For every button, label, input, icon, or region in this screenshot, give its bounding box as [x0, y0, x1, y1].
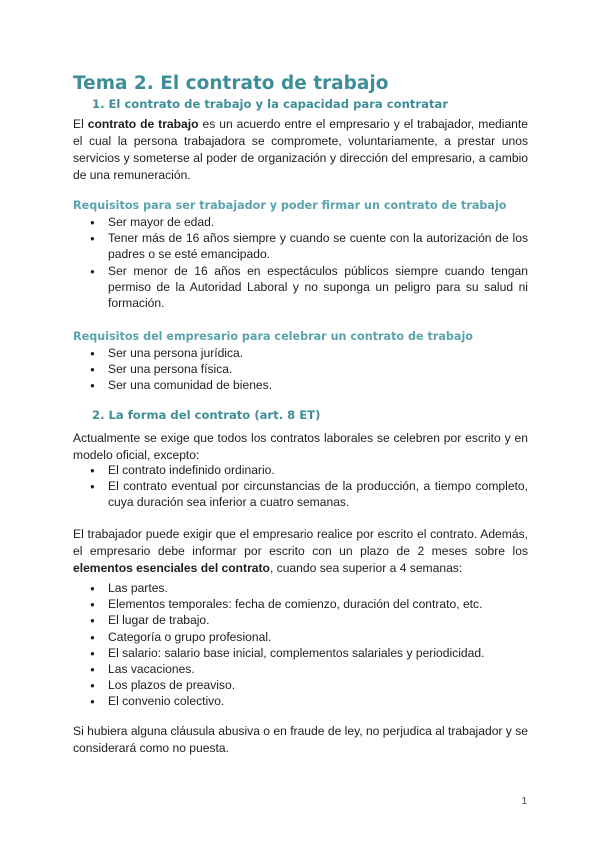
- section-2-paragraph: El trabajador puede exigir que el empresario realice por escrito el contrato. Además, el empresario debe informar por escrito con un plazo de 2 meses sobre los elementos esenciales del contrato, cuando sea superior a 4 semanas:: [73, 527, 528, 575]
- bullet-icon: ●: [90, 381, 95, 391]
- list-item: ● Ser menor de 16 años en espectáculos públicos siempre cuando tengan permiso de la Autoridad Laboral y no suponga un peligro para su salud ni formación.: [90, 263, 528, 311]
- list-item: ● Los plazos de preaviso.: [73, 677, 528, 693]
- list-item: ● Ser una persona jurídica.: [73, 345, 528, 361]
- bullet-icon: ●: [90, 648, 95, 658]
- page-title: Tema 2. El contrato de trabajo: [73, 73, 389, 94]
- intro-bold-term: contrato de trabajo: [87, 117, 199, 131]
- bullet-icon: ●: [90, 466, 95, 475]
- bullet-icon: ●: [90, 697, 95, 707]
- bullet-icon: ●: [90, 632, 95, 642]
- req-worker-list: [73, 214, 528, 311]
- list-item: ● El salario: salario base inicial, complementos salariales y periodicidad.: [73, 645, 528, 661]
- req-employer-heading: Requisitos del empresario para celebrar un contrato de trabajo: [73, 330, 473, 343]
- list-item: ● Categoría o grupo profesional.: [73, 629, 528, 645]
- elements-list: [73, 580, 528, 710]
- list-item: ● El contrato eventual por circunstancias de la producción, a tiempo completo, cuya duración sea inferior a cuatro semanas.: [90, 479, 528, 510]
- bullet-icon: ●: [90, 234, 95, 244]
- intro-text-pre: El: [73, 117, 88, 131]
- bullet-icon: ●: [90, 482, 95, 492]
- section-1-intro: [73, 116, 528, 184]
- list-item: ● El lugar de trabajo.: [73, 612, 528, 628]
- req-worker-heading: Requisitos para ser trabajador y poder firmar un contrato de trabajo: [73, 199, 507, 212]
- closing-paragraph: Si hubiera alguna cláusula abusiva o en fraude de ley, no perjudica al trabajador y se considerará como no puesta.: [73, 724, 528, 755]
- bullet-icon: ●: [90, 600, 95, 610]
- intro-text-post: es un acuerdo entre el empresario y el trabajador, mediante el cual la persona trabajadora se compromete, voluntariamente, a prestar unos servicios y someterse al poder de organización y dirección del empresario, a cambio de una remuneración.: [73, 117, 528, 182]
- bullet-icon: ●: [90, 349, 95, 358]
- req-employer-list: [73, 345, 528, 394]
- bullet-icon: ●: [90, 681, 95, 691]
- bullet-icon: ●: [90, 266, 95, 276]
- list-item: ● Las vacaciones.: [73, 661, 528, 677]
- bullet-icon: ●: [90, 616, 95, 626]
- bullet-icon: ●: [90, 665, 95, 675]
- list-item: ● El convenio colectivo.: [73, 693, 528, 709]
- page-number: 1: [521, 796, 527, 807]
- list-item: ● Ser una comunidad de bienes.: [73, 377, 528, 393]
- section-2-intro: Actualmente se exige que todos los contratos laborales se celebren por escrito y en modelo oficial, excepto:: [73, 431, 528, 462]
- exceptions-list: [73, 462, 528, 511]
- list-item: ● Las partes.: [73, 580, 528, 596]
- list-item: ● El contrato indefinido ordinario.: [73, 462, 528, 478]
- list-item: ● Tener más de 16 años siempre y cuando se cuente con la autorización de los padres o se esté emancipado.: [90, 231, 528, 262]
- list-item: ● Ser mayor de edad.: [73, 214, 528, 230]
- bullet-icon: ●: [90, 365, 95, 375]
- section-1-heading: 1. El contrato de trabajo y la capacidad para contratar: [92, 97, 449, 111]
- bold-term: elementos esenciales del contrato: [73, 561, 270, 575]
- list-item: ● Elementos temporales: fecha de comienzo, duración del contrato, etc.: [73, 596, 528, 612]
- section-2-heading: 2. La forma del contrato (art. 8 ET): [92, 408, 321, 422]
- bullet-icon: ●: [90, 584, 95, 593]
- list-item: ● Ser una persona física.: [73, 361, 528, 377]
- bullet-icon: ●: [90, 218, 95, 227]
